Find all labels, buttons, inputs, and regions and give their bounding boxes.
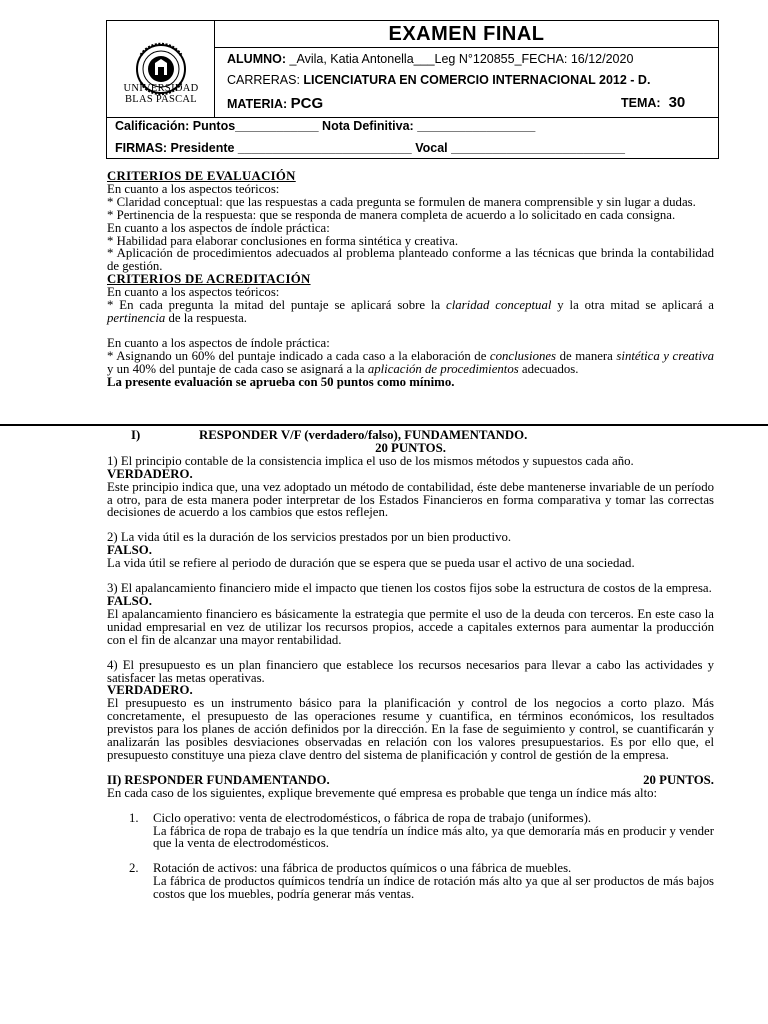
explanation-4: El presupuesto es un instrumento básico para la planificación y control de los negocios a corto plazo. Más concretamente, el presupuesto de las operaciones resume y cuantifica, en términos económicos, los resultados previstos para los planes de acción definidos por la dirección. En la fase de seguimiento y control, se cuantificarán y analizarán las posibles desviaciones observadas en relación con los valores presupuestarios. Es por ello que, el presupuesto constituye una pieza clave dentro del sistema de planificación y control de gestión de la empresa. — [107, 696, 714, 762]
approval-note: La presente evaluación se aprueba con 50 puntos como mínimo. — [107, 374, 455, 389]
career-line: CARRERAS: LICENCIATURA EN COMERCIO INTERNACIONAL 2012 - D. — [227, 73, 651, 87]
list-question: Ciclo operativo: venta de electrodomésticos, o fábrica de ropa de trabajo (uniformes). — [153, 810, 592, 825]
list-item: 2. Rotación de activos: una fábrica de productos químicos o una fábrica de muebles. La fábrica de productos químicos tendría un índice de rotación más alto ya que al ser productos de más bajos costos que los muebles, podría generar más ventas. — [129, 861, 714, 902]
explanation-2: La vida útil se refiere al periodo de duración que se espera que se pueda usar el activo de una sociedad. — [107, 556, 635, 571]
answer-3: FALSO. — [107, 593, 152, 608]
list-answer: La fábrica de ropa de trabajo es la que tendría un índice más alto, ya que demoraría más en producir y vender que la venta de electrodomésticos. — [153, 823, 714, 851]
criteria-line: En cuanto a los aspectos teóricos: — [107, 181, 280, 196]
criteria-line: * Asignando un 60% del puntaje indicado a cada caso a la elaboración de conclusiones de manera sintética y creativa y un 40% del puntaje de cada caso se asignará a la aplicación de procedimientos adecuados. — [107, 348, 714, 376]
criteria-line: * Habilidad para elaborar conclusiones en forma sintética y creativa. — [107, 233, 459, 248]
section-2-intro: En cada caso de los siguientes, explique brevemente qué empresa es probable que tenga un índice más alto: — [107, 785, 658, 800]
student-info: _Avila, Katia Antonella___Leg N°120855_FECHA: 16/12/2020 — [289, 52, 634, 66]
exam-body — [107, 170, 714, 389]
header-divider — [107, 117, 718, 118]
answer-4: VERDADERO. — [107, 683, 193, 698]
list-item: 1. Ciclo operativo: venta de electrodomésticos, o fábrica de ropa de trabajo (uniformes). La fábrica de ropa de trabajo es la que tendría un índice más alto, ya que demoraría más en producir y vender que la venta de electrodomésticos. — [129, 810, 714, 851]
grade-line: Calificación: Puntos____________ Nota Definitiva: _________________ — [115, 119, 536, 133]
list-answer: La fábrica de productos químicos tendría un índice de rotación más alto ya que al ser productos de más bajos costos que los muebles, podría generar más ventas. — [153, 874, 714, 902]
exam-title: EXAMEN FINAL — [215, 21, 718, 48]
criteria-line: * Pertinencia de la respuesta: que se responda de manera completa de acuerdo a lo solicitado en cada consigna. — [107, 207, 676, 222]
theme-number: TEMA: 30 — [621, 94, 686, 111]
subject-name: PCG — [290, 95, 324, 112]
subject-line: MATERIA: PCG — [227, 95, 324, 112]
accreditation-criteria-heading: CRITERIOS DE ACREDITACIÓN — [107, 272, 311, 287]
criteria-line: En cuanto a los aspectos de índole práctica: — [107, 220, 330, 235]
section-1-points: 20 PUNTOS. — [375, 440, 446, 455]
criteria-line: * Aplicación de procedimientos adecuados al problema planteado conforme a las técnicas que brinda la contabilidad de gestión. — [107, 246, 714, 274]
question-1: 1) El principio contable de la consistencia implica el uso de los mismos métodos y supuestos cada año. — [107, 453, 634, 468]
university-logo-cell — [107, 21, 215, 117]
explanation-3: El apalancamiento financiero es básicamente la estrategia que permite el uso de la deuda con terceros. En este caso la unidad empresarial en vez de utilizar los recursos propios, accede a capitales externos para aumentar la producción con el fin de alcanzar una mayor rentabilidad. — [107, 606, 714, 647]
question-2: 2) La vida útil es la duración de los servicios prestados por un bien productivo. — [107, 530, 512, 545]
exam-header-table — [106, 20, 719, 159]
section-1-heading: I) RESPONDER V/F (verdadero/falso), FUNDAMENTANDO. — [131, 428, 528, 442]
university-name: UNIVERSIDAD BLAS PASCAL — [123, 83, 199, 105]
answer-2: FALSO. — [107, 543, 152, 558]
signatures-line: FIRMAS: Presidente _________________________ Vocal _________________________ — [115, 141, 625, 155]
criteria-line: En cuanto a los aspectos teóricos: — [107, 285, 280, 300]
section-2-heading: II) RESPONDER FUNDAMENTANDO. 20 PUNTOS. — [107, 772, 714, 787]
section-2-points: 20 PUNTOS. — [643, 772, 714, 787]
career-name: LICENCIATURA EN COMERCIO INTERNACIONAL 2012 - D. — [303, 73, 651, 87]
section-divider — [0, 424, 768, 426]
question-3: 3) El apalancamiento financiero mide el impacto que tienen los costos fijos sobe la estructura de costos de la empresa. — [107, 581, 712, 596]
criteria-line: * Claridad conceptual: que las respuestas a cada pregunta se formulen de manera comprensible y sin lugar a dudas. — [107, 194, 696, 209]
criteria-line: En cuanto a los aspectos de índole práctica: — [107, 335, 330, 350]
criteria-line: * En cada pregunta la mitad del puntaje se aplicará sobre la claridad conceptual y la otra mitad se aplicará a pertinencia de la respuesta. — [107, 298, 714, 325]
explanation-1: Este principio indica que, una vez adoptado un método de contabilidad, éste debe mantenerse invariable de un período a otro, para de esta manera poder interpretar de los Estados Financieros en forma comparativa y tomar las correctas decisiones de acuerdo a los cambios que estos reflejen. — [107, 479, 714, 520]
student-line: ALUMNO: _Avila, Katia Antonella___Leg N°120855_FECHA: 16/12/2020 — [227, 52, 634, 66]
list-question: Rotación de activos: una fábrica de productos químicos o una fábrica de muebles. — [153, 861, 572, 876]
question-4: 4) El presupuesto es un plan financiero que establece los recursos necesarios para llevar a cabo las actividades y satisfacer las metas operativas. — [107, 657, 714, 685]
section-1 — [107, 429, 714, 901]
answer-1: VERDADERO. — [107, 466, 193, 481]
evaluation-criteria-heading: CRITERIOS DE EVALUACIÓN — [107, 169, 296, 183]
